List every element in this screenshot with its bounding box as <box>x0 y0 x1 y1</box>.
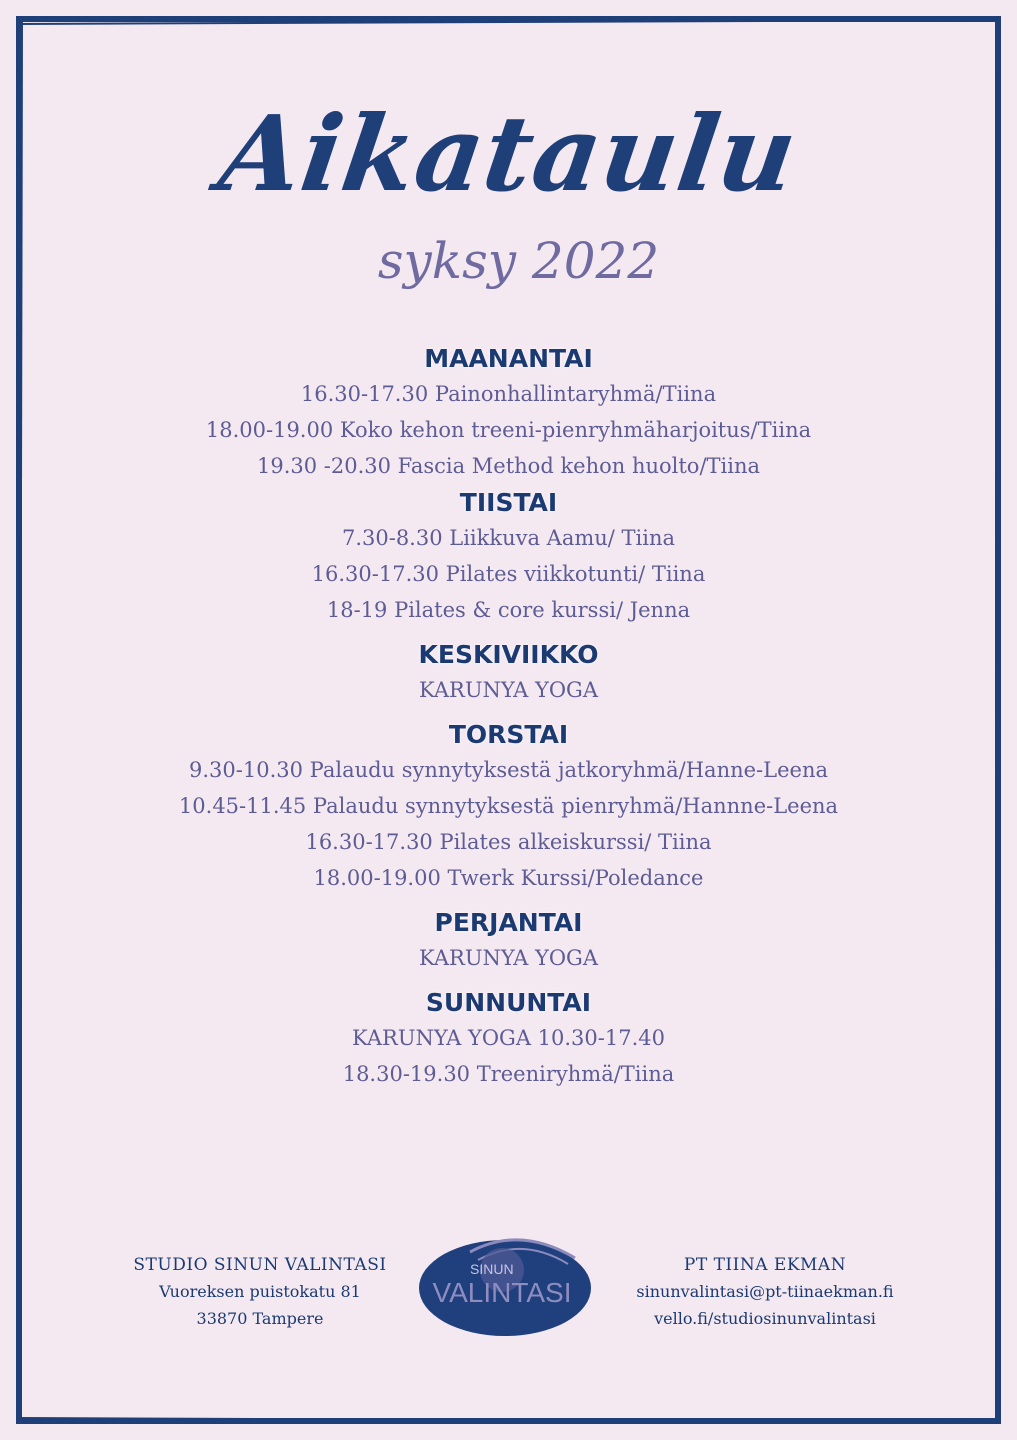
session-item: 18.30-19.30 Treeniryhmä/Tiina <box>342 1062 675 1086</box>
day-heading: TORSTAI <box>448 720 569 749</box>
schedule <box>0 340 1017 1092</box>
session-item: 16.30-17.30 Pilates alkeiskurssi/ Tiina <box>305 830 712 854</box>
session-item: KARUNYA YOGA <box>419 946 598 970</box>
logo-top-text: SINUN <box>470 1261 514 1277</box>
page-title: Aikataulu <box>212 92 805 215</box>
session-item: 9.30-10.30 Palaudu synnytyksestä jatkoryhmä/Hanne-Leena <box>189 758 828 782</box>
session-item: 19.30 -20.30 Fascia Method kehon huolto/Tiina <box>256 454 761 478</box>
session-item: 18.00-19.00 Twerk Kurssi/Poledance <box>313 866 704 890</box>
session-item: 16.30-17.30 Pilates viikkotunti/ Tiina <box>311 562 706 586</box>
logo-main-text: VALINTASI <box>432 1277 572 1308</box>
session-item: 16.30-17.30 Painonhallintaryhmä/Tiina <box>300 382 717 406</box>
day-heading: KESKIVIIKKO <box>418 640 599 669</box>
contact-website[interactable]: vello.fi/studiosinunvalintasi <box>654 1309 876 1328</box>
studio-info <box>110 1252 410 1332</box>
day-heading: SUNNUNTAI <box>425 988 592 1017</box>
day-block-thursday <box>0 718 1017 896</box>
day-block-friday <box>0 906 1017 976</box>
session-item: KARUNYA YOGA 10.30-17.40 <box>352 1026 665 1050</box>
studio-logo <box>410 1230 595 1340</box>
session-item: 10.45-11.45 Palaudu synnytyksestä pienryhmä/Hannne-Leena <box>178 794 839 818</box>
day-block-tuesday <box>0 486 1017 628</box>
day-heading: MAANANTAI <box>424 344 593 373</box>
contact-info <box>615 1252 915 1332</box>
session-item: 18.00-19.00 Koko kehon treeni-pienryhmäharjoitus/Tiina <box>205 418 812 442</box>
session-item: KARUNYA YOGA <box>419 678 598 702</box>
contact-email[interactable]: sinunvalintasi@pt-tiinaekman.fi <box>636 1282 894 1301</box>
studio-address: Vuoreksen puistokatu 81 <box>159 1282 361 1301</box>
studio-city: 33870 Tampere <box>196 1309 324 1328</box>
session-item: 18-19 Pilates & core kurssi/ Jenna <box>326 598 691 622</box>
day-block-sunday <box>0 986 1017 1092</box>
day-heading: TIISTAI <box>459 488 558 517</box>
page-subtitle: syksy 2022 <box>377 232 660 290</box>
trainer-name: PT TIINA EKMAN <box>683 1255 847 1275</box>
studio-name: STUDIO SINUN VALINTASI <box>133 1255 387 1275</box>
day-heading: PERJANTAI <box>434 908 583 937</box>
day-block-monday <box>0 342 1017 484</box>
session-item: 7.30-8.30 Liikkuva Aamu/ Tiina <box>341 526 676 550</box>
day-block-wednesday <box>0 638 1017 708</box>
